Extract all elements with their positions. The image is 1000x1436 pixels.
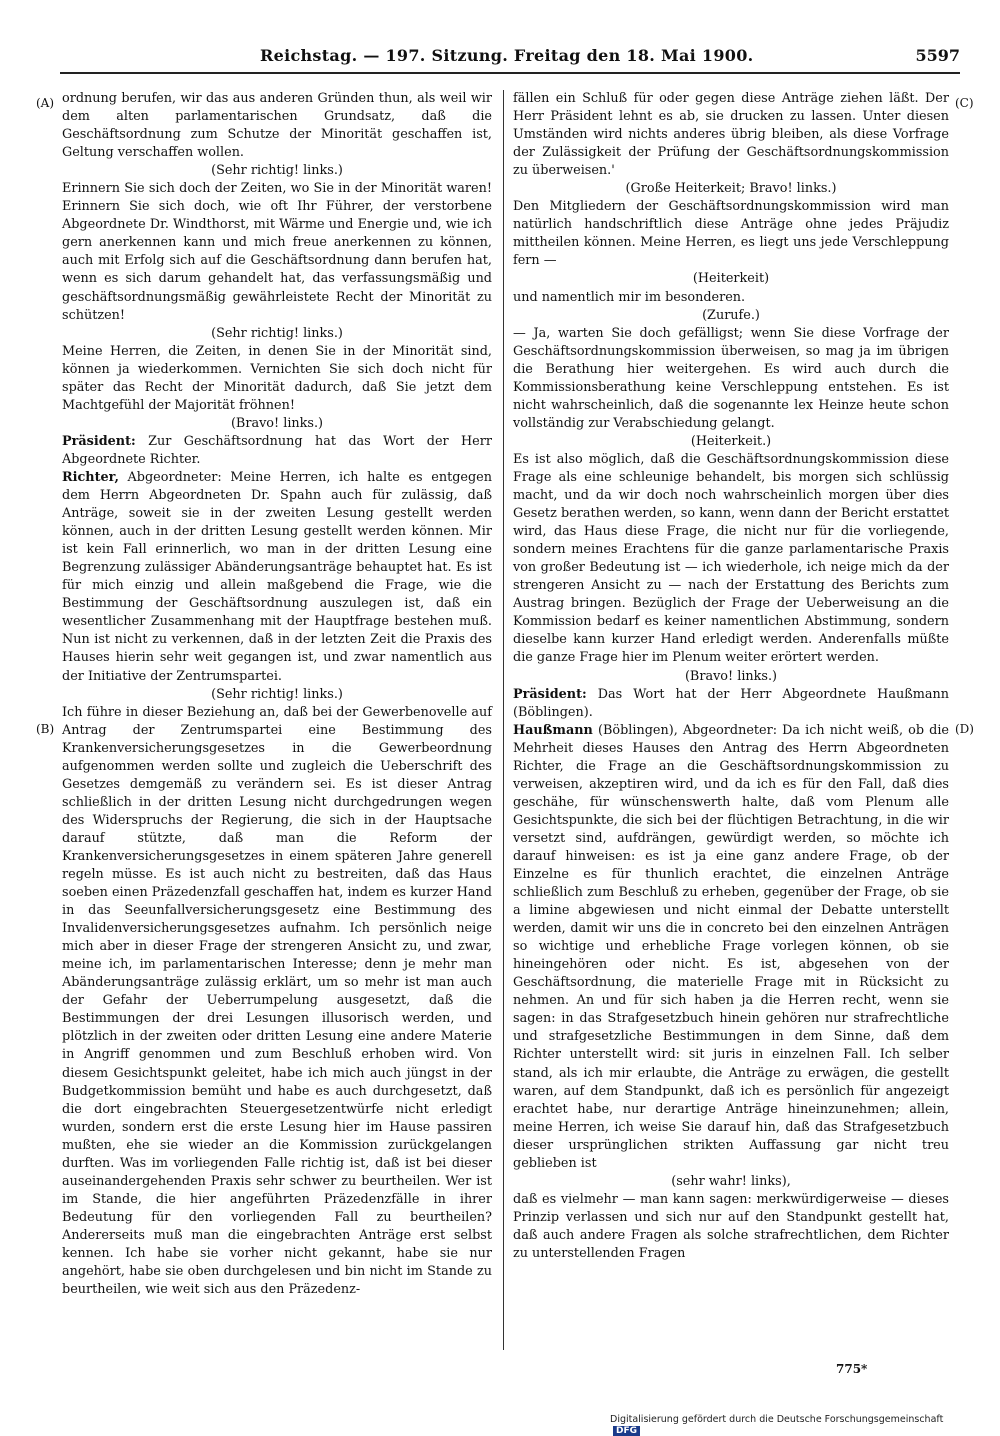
paragraph: Erinnern Sie sich doch der Zeiten, wo Sie in der Minorität waren! Erinnern Sie sich doch, wie oft Ihr Führer, der verstorbene Abgeordnete Dr. Windthorst, mit Wärme und Energie und, wie ich gern anerkennen kann und mich freue anerkennen zu können, auch mit Erfolg sich auf die Geschäftsordnung dann berufen hat, wenn es sich darum gehandelt hat, das verfassungsmäßig und geschäftsordnungsmäßig gewährleistete Recht der Minorität zu schützen! [62,181,492,323]
footer [610,1414,965,1436]
interjection: (Sehr richtig! links.) [211,325,343,341]
margin-marker-d: (D) [955,722,974,736]
interjection: (Heiterkeit.) [690,433,772,449]
paragraph: ordnung berufen, wir das aus anderen Gründen thun, als weil wir dem alten parlamentarischen Grundsatz, daß die Geschäftsordnung zum Schutze der Minorität geschaffen ist, Geltung verschaffen wollen. [62,91,492,161]
interjection: (Heiterkeit) [692,271,770,287]
speech-text: Das Wort hat der Herr Abgeordnete Haußmann (Böblingen). [513,686,949,720]
speech-text: (Böblingen), Abgeordneter: Da ich nicht weiß, ob die Mehrheit dieses Hauses den Antrag des Herrn Abgeordneten Richter, die Frage an die Geschäftsordnungskommission zu verweisen, akzeptiren wird, und da ich es für den Fall, daß dies geschähe, für wünschenswerth halte, daß vom Plenum alle Gesichtspunkte, die sich bei der flüchtigen Betrachtung, in die wir versetzt sind, aufdrängen, gewürdigt werden, so möchte ich darauf hinweisen: es ist ja eine ganz andere Frage, ob der Einzelne es für thunlich erachtet, die einzelnen Anträge schließlich zum Beschluß zu erheben, gegenüber der Frage, ob sie a limine abgewiesen und nicht einmal der Debatte unterstellt werden, damit wir uns die in concreto bei den einzelnen Anträgen so wichtige und erhebliche Frage vorlegen können, ob sie hineingehören oder nicht. Es ist, abgesehen von der Geschäftsordnung, die materielle Frage mit in Rücksicht zu nehmen. An und für sich haben ja die Herren recht, wenn sie sagen: in das Strafgesetzbuch hinein gehören nur strafrechtliche und strafgesetzliche Bestimmungen in dem Sinne, daß dem Richter unterstellt wird: sit juris in einzelnen Fall. Ich selber stand, als ich mir erlaubte, die Anträge zu erwägen, die gestellt waren, auf dem Standpunkt, daß ich es persönlich für angezeigt erachtet habe, nur derartige Anträge hineinzunehmen; allein, meine Herren, ich weise Sie darauf hin, daß das Strafgesetzbuch dieser ursprünglichen strikten Auffassung gar nicht treu geblieben ist [513,722,949,1171]
interjection: (Sehr richtig! links.) [211,163,343,179]
paragraph: Ich führe in dieser Beziehung an, daß bei der Gewerbenovelle auf Antrag der Zentrumspartei eine Bestimmung des Krankenversicherungsgesetzes in die Gewerbeordnung aufgenommen werden sollte und zugleich die Ueberschrift des Gesetzes demgemäß zu verändern sei. Es ist dieser Antrag schließlich in der dritten Lesung nicht durchgedrungen wegen des Widerspruchs der Regierung, die sich in der Hauptsache darauf stützte, daß man die Reform der Krankenversicherungsgesetzes in einem späteren Jahre generell regeln müsse. Es ist auch nicht zu bestreiten, daß das Haus soeben einen Präzedenzfall geschaffen hat, indem es kurzer Hand in das Seeunfallversicherungsgesetz eine Bestimmung des Invalidenversicherungsgesetzes aufnahm. Ich persönlich neige mich aber in dieser Frage der strengeren Ansicht zu, und zwar, meine ich, im parlamentarischen Interesse; denn je mehr man Abänderungsanträge zulässig erklärt, um so mehr ist man auch der Gefahr der Ueberrumpelung ausgesetzt, daß die Bestimmungen der drei Lesungen illusorisch werden, und plötzlich in der zweiten oder dritten Lesung eine andere Materie in Angriff genommen und zum Beschluß erhoben wird. Von diesem Gesichtspunkt geleitet, habe ich mich auch jüngst in der Budgetkommission bemüht und habe es auch durchgesetzt, daß die dort eingebrachten Steuergesetzentwürfe nicht erledigt wurden, sondern erst die erste Lesung hier im Hause passiren mußten, ehe sie wieder an die Kommission zurückgelangen durften. Was im vorliegenden Falle richtig ist, daß ist bei dieser auseinandergehenden Praxis sehr schwer zu beurtheilen. Wer ist im Stande, die hier angeführten Präzedenzfälle in ihrer Bedeutung für den vorliegenden Fall zu beurtheilen? Andererseits muß man die eingebrachten Anträge erst selbst kennen. Ich habe sie vorher nicht gekannt, habe sie nur angehört, habe sie oben durchgelesen und bin nicht im Stande zu beurtheilen, wie weit sich aus den Präzedenz- [62,704,492,1298]
footer-text: Digitalisierung gefördert durch die Deutsche Forschungsgemeinschaft [610,1414,944,1425]
interjection: (sehr wahr! links), [671,1173,791,1189]
paragraph [513,686,949,722]
interjection: (Große Heiterkeit; Bravo! links.) [625,181,837,197]
paragraph [513,722,949,1173]
interjection: (Bravo! links.) [684,668,778,684]
speaker-name: Richter, [62,469,119,485]
paragraph: fällen ein Schluß für oder gegen diese Anträge ziehen läßt. Der Herr Präsident lehnt es ab, sie drucken zu lassen. Unter diesen Umständen wird nichts anderes übrig bleiben, als diese Vorfrage der Zulässigkeit der Prüfung der Geschäftsordnungskommission zu überweisen.' [513,91,949,179]
paragraph: Es ist also möglich, daß die Geschäftsordnungskommission diese Frage als eine schleunige behandelt, bis morgen sich schlüssig macht, und da wir doch noch wahrscheinlich morgen über dies Gesetz berathen werden, so kann, wenn dann der Bericht erstattet wird, das Haus diese Frage, die nicht nur für die vorliegende, sondern meines Erachtens für die ganze parlamentarische Praxis von großer Bedeutung ist — ich wiederhole, ich neige mich da der strengeren Ansicht zu — nach der Erstattung des Berichts zum Austrag bringen. Bezüglich der Frage der Ueberweisung an die Kommission bedarf es keiner namentlichen Abstimmung, sondern dieselbe kann kurzer Hand erledigt werden. Anderenfalls müßte die ganze Frage hier im Plenum weiter erörtert werden. [513,451,949,666]
header-rule [60,72,960,74]
page-number: 5597 [915,46,960,65]
margin-marker-a: (A) [36,96,55,110]
paragraph: — Ja, warten Sie doch gefälligst; wenn Sie diese Vorfrage der Geschäftsordnungskommission überweisen, so mag ja im übrigen die Berathung hier weitergehen. Es wird auch durch die Kommissionsberathung keine Verschleppung entstehen. Es ist nicht wahrscheinlich, daß die sogenannte lex Heinze heute schon vollständig zur Verabschiedung gelangt. [513,325,949,431]
paragraph: daß es vielmehr — man kann sagen: merkwürdigerweise — dieses Prinzip verlassen und sich nur auf den Standpunkt gestellt hat, daß auch andere Fragen als solche strafrechtlichen, dem Richter zu unterstellenden Fragen [513,1191,949,1261]
speaker-name: Präsident: [513,686,587,702]
margin-marker-b: (B) [36,722,55,736]
interjection: (Zurufe.) [702,307,760,323]
speaker-name: Haußmann [513,722,593,738]
signature-mark: 775* [836,1362,868,1376]
speech-text: Abgeordneter: Meine Herren, ich halte es entgegen dem Herrn Abgeordneten Dr. Spahn auch für zulässig, daß Anträge, soweit sie in der zweiten Lesung gestellt werden können, auch in der dritten Lesung gestellt werden können. Mir ist kein Fall erinnerlich, wo man in der dritten Lesung eine Begrenzung zulässiger Abänderungsanträge behauptet hat. Es ist für mich einzig und allein maßgebend die Frage, wie die Bestimmung der Geschäftsordnung auszulegen ist, daß ein wesentlicher Zusammenhang mit der Hauptfrage bestehen muß. Nun ist nicht zu verkennen, daß in der letzten Zeit die Praxis des Hauses hierin sehr weit gegangen ist, und zwar namentlich aus der Initiative der Zentrumspartei. [62,469,492,684]
interjection: (Bravo! links.) [230,415,324,431]
column-divider [503,90,504,1350]
left-column [62,90,492,1299]
dfg-logo: DFG [613,1426,640,1436]
right-column [513,90,949,1263]
speaker-name: Präsident: [62,433,136,449]
interjection: (Sehr richtig! links.) [211,686,343,702]
page-header [60,38,960,72]
paragraph: Meine Herren, die Zeiten, in denen Sie in der Minorität sind, können ja wiederkommen. Vernichten Sie sich doch nicht für später das Recht der Minorität dadurch, daß Sie jetzt dem Machtgefühl der Majorität fröhnen! [62,343,492,413]
speech-text: Zur Geschäftsordnung hat das Wort der Herr Abgeordnete Richter. [62,433,492,467]
paragraph: Den Mitgliedern der Geschäftsordnungskommission wird man natürlich handschriftlich diese Anträge ohne jedes Präjudiz mittheilen können. Meine Herren, es liegt uns jede Verschleppung fern — [513,199,949,269]
page-title: Reichstag. — 197. Sitzung. Freitag den 18. Mai 1900. [260,46,754,65]
paragraph [62,469,492,686]
paragraph: und namentlich mir im besonderen. [513,289,746,305]
paragraph [62,433,492,469]
margin-marker-c: (C) [955,96,974,110]
